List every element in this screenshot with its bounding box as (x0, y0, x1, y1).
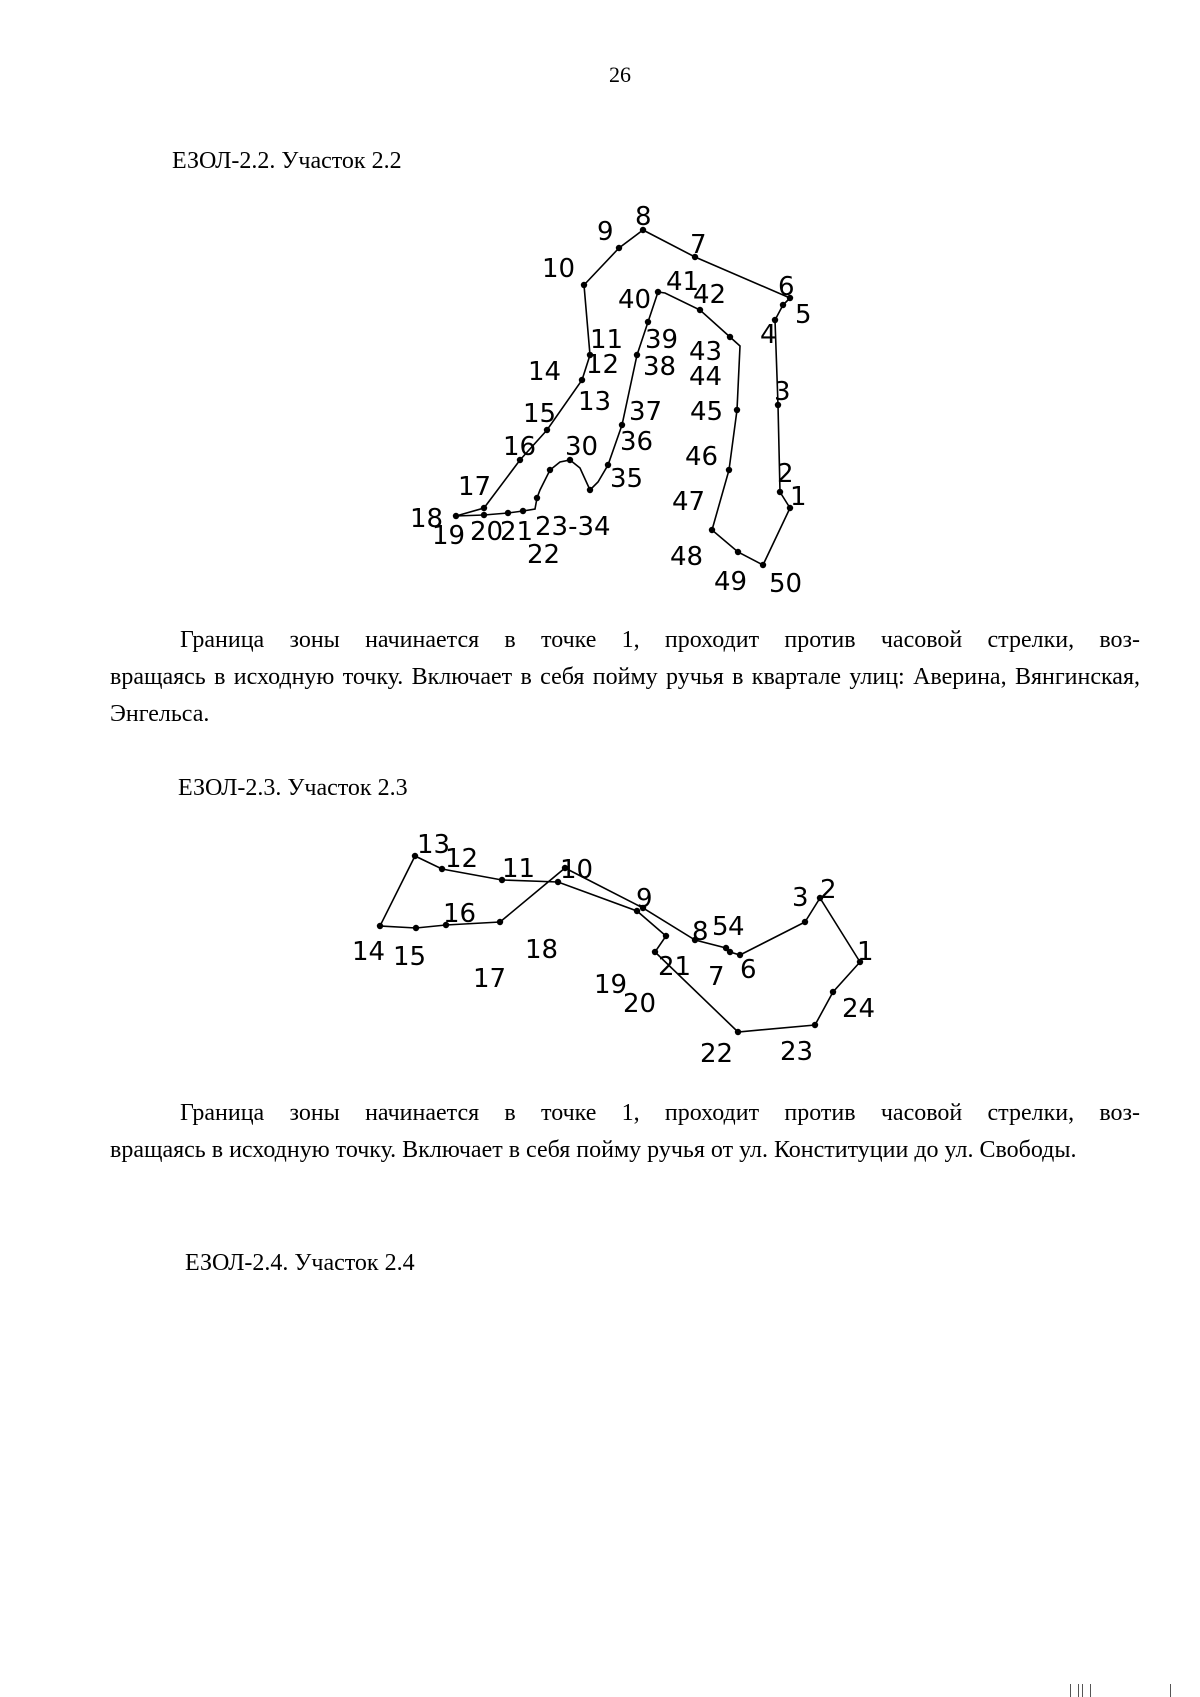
point-label: 3 (774, 377, 791, 407)
point-label: 36 (620, 427, 654, 457)
point-label: 1 (790, 482, 807, 512)
paragraph-continuation: вращаясь в исходную точку. Включает в себя пойму ручья от ул. Конституции до ул. Свободы. (110, 1137, 1077, 1163)
point-label: 2 (777, 459, 794, 489)
point-label: 16 (503, 432, 537, 462)
point-label: 45 (690, 397, 724, 427)
page-number: 26 (609, 62, 631, 87)
point-label: 14 (352, 937, 386, 967)
point-label: 23 (780, 1037, 814, 1067)
point-label: 5 (795, 300, 812, 330)
point-label: 18 (525, 935, 559, 965)
section-heading-2-3: ЕЗОЛ-2.3. Участок 2.3 (178, 775, 408, 801)
point-label: 50 (769, 569, 803, 599)
point-label: 3 (792, 883, 809, 913)
point-label: 6 (740, 955, 757, 985)
point-label: 11 (590, 325, 624, 355)
paragraph-continuation: вращаясь в исходную точку. Включает в себя пойму ручья в квартале улиц: Аверина, Вянгинская, Энгельса. (110, 664, 1140, 727)
point-label: 13 (578, 387, 612, 417)
point-label: 10 (560, 855, 594, 885)
point-label: 18 (410, 504, 444, 534)
point-label: 20 (470, 517, 504, 547)
point-label: 2 (820, 875, 837, 905)
point-label: 38 (643, 352, 677, 382)
point-label: 40 (618, 285, 652, 315)
point-label: 1 (857, 937, 874, 967)
point-label: 22 (700, 1039, 734, 1069)
point-label: 41 (666, 267, 700, 297)
section-description-2-3 (110, 1095, 1140, 1169)
point-label: 21 (658, 952, 692, 982)
point-label: 37 (629, 397, 663, 427)
point-label: 14 (528, 357, 562, 387)
point-label: 8 (692, 917, 709, 947)
point-label: 10 (542, 254, 576, 284)
point-label: 17 (458, 472, 492, 502)
point-label: 5 (712, 912, 729, 942)
point-label: 49 (714, 567, 748, 597)
point-label: 7 (690, 230, 707, 260)
point-label: 46 (685, 442, 719, 472)
point-label: 22 (527, 540, 561, 570)
point-label: 15 (523, 399, 557, 429)
point-label: 19 (432, 521, 466, 551)
boundary-line (380, 856, 860, 1032)
paragraph-first-line: Граница зоны начинается в точке 1, проходит против часовой стрелки, воз- (180, 1100, 1140, 1126)
point-label: 6 (778, 272, 795, 302)
point-label: 21 (500, 517, 534, 547)
point-label: 4 (728, 912, 745, 942)
point-label: 30 (565, 432, 599, 462)
point-label: 47 (672, 487, 706, 517)
section-heading-2-4: ЕЗОЛ-2.4. Участок 2.4 (185, 1250, 415, 1276)
point-label: 15 (393, 942, 427, 972)
point-label: 16 (443, 899, 477, 929)
scan-marks (1070, 1684, 1200, 1697)
point-label: 4 (760, 320, 777, 350)
point-label: 7 (708, 962, 725, 992)
point-label: 12 (586, 350, 620, 380)
point-label: 9 (636, 884, 653, 914)
point-label: 19 (594, 970, 628, 1000)
point-label: 13 (417, 830, 451, 860)
point-label: 39 (645, 325, 679, 355)
point-label: 17 (473, 964, 507, 994)
paragraph-first-line: Граница зоны начинается в точке 1, проходит против часовой стрелки, воз- (180, 627, 1140, 653)
point-labels (352, 830, 875, 1069)
point-label: 12 (445, 844, 479, 874)
point-label: 23-34 (535, 512, 611, 542)
point-label: 43 (689, 337, 723, 367)
section-heading-2-2: ЕЗОЛ-2.2. Участок 2.2 (172, 148, 402, 174)
point-label: 8 (635, 202, 652, 232)
point-label: 42 (693, 280, 727, 310)
point-label: 20 (623, 989, 657, 1019)
point-label: 11 (502, 854, 536, 884)
point-label: 9 (597, 217, 614, 247)
point-label: 24 (842, 994, 876, 1024)
boundary-points (377, 853, 863, 1035)
point-label: 35 (610, 464, 644, 494)
point-label: 48 (670, 542, 704, 572)
point-label: 44 (689, 362, 723, 392)
